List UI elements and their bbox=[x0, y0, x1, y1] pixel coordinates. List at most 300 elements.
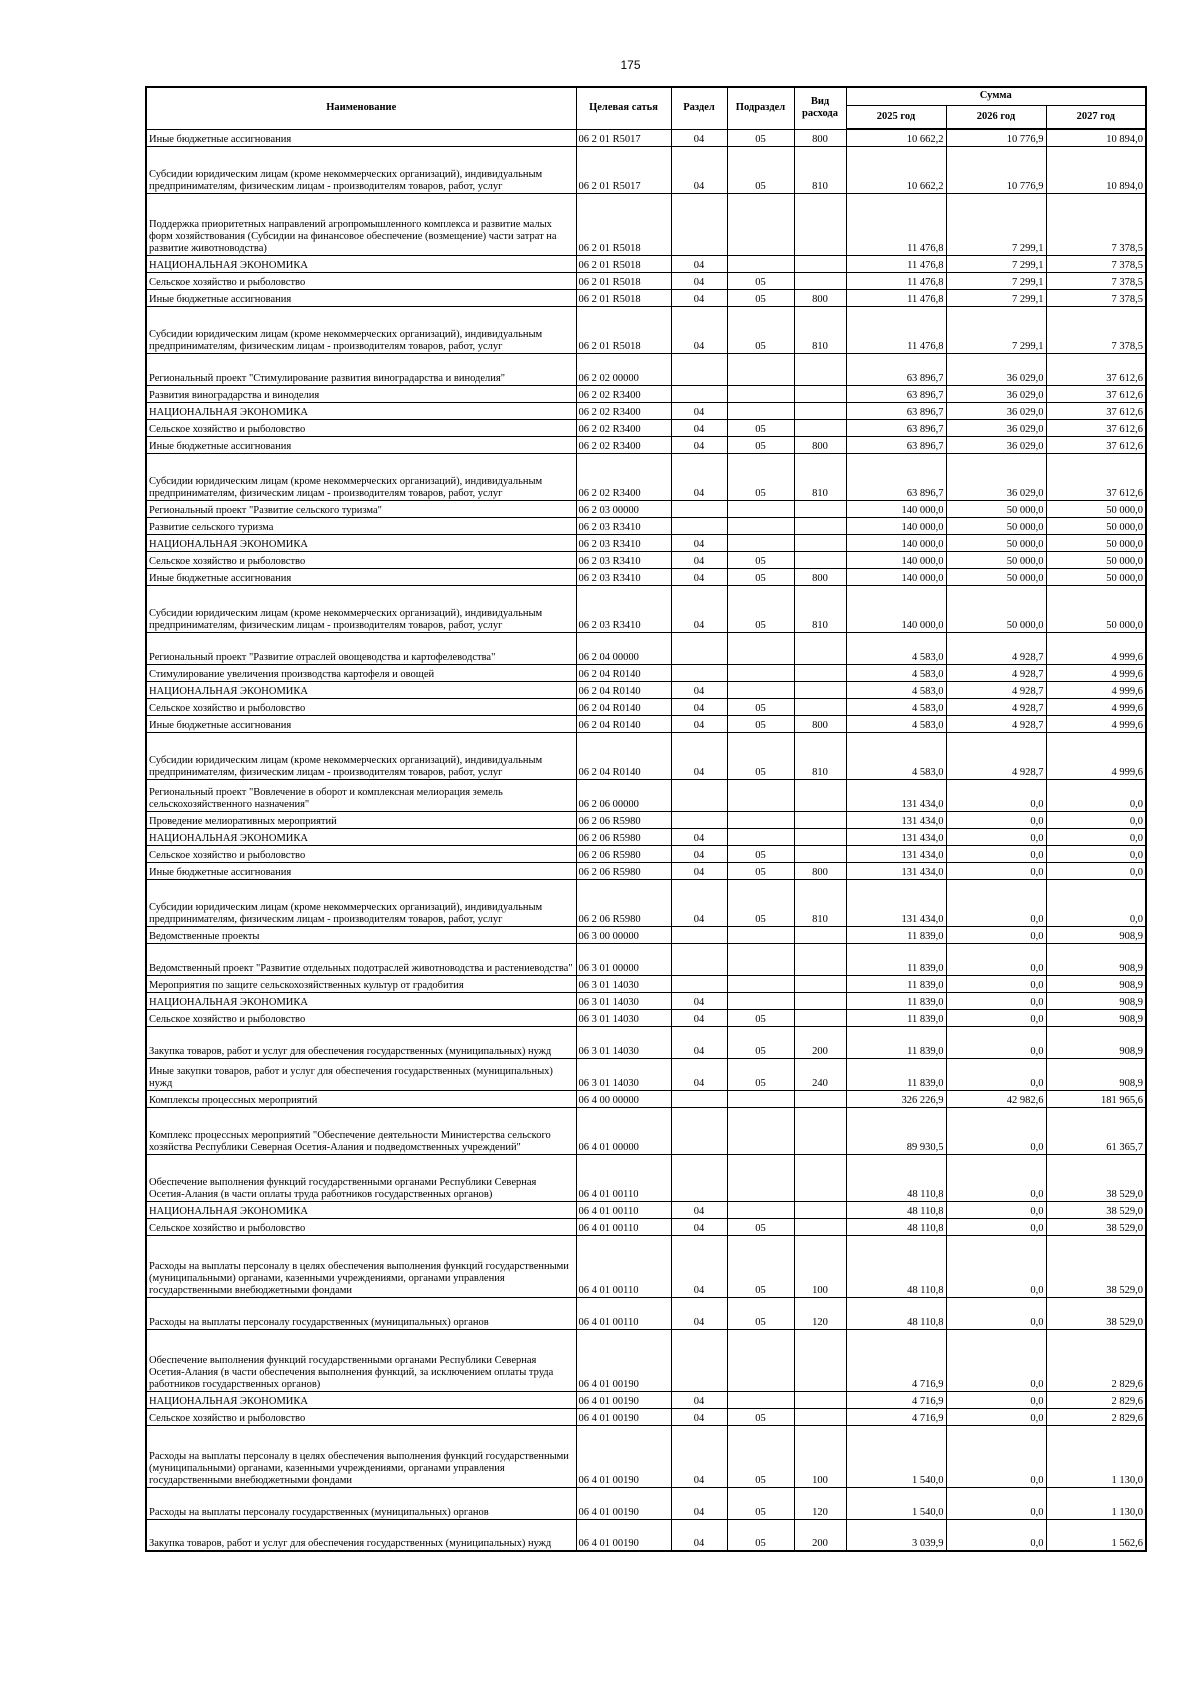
table-row bbox=[146, 664, 1146, 681]
cell-subsection bbox=[727, 926, 794, 943]
cell-expense-type bbox=[794, 272, 846, 289]
cell-sum-2027: 37 612,6 bbox=[1046, 402, 1146, 419]
cell-section: 04 bbox=[671, 1201, 727, 1218]
cell-expense-type bbox=[794, 1107, 846, 1154]
table-row bbox=[146, 1058, 1146, 1090]
table-row bbox=[146, 698, 1146, 715]
cell-sum-2025: 131 434,0 bbox=[846, 779, 946, 811]
cell-sum-2026: 0,0 bbox=[946, 1107, 1046, 1154]
cell-sum-2027: 37 612,6 bbox=[1046, 453, 1146, 500]
cell-sum-2026: 10 776,9 bbox=[946, 129, 1046, 146]
cell-sum-2026: 4 928,7 bbox=[946, 698, 1046, 715]
cell-target-code: 06 2 04 R0140 bbox=[576, 732, 671, 779]
cell-subsection: 05 bbox=[727, 845, 794, 862]
cell-sum-2026: 36 029,0 bbox=[946, 436, 1046, 453]
cell-sum-2025: 4 583,0 bbox=[846, 698, 946, 715]
cell-sum-2026: 4 928,7 bbox=[946, 715, 1046, 732]
table-row bbox=[146, 353, 1146, 385]
cell-sum-2025: 4 716,9 bbox=[846, 1391, 946, 1408]
cell-sum-2025: 11 839,0 bbox=[846, 1058, 946, 1090]
header-name: Наименование bbox=[146, 87, 576, 129]
header-year-2027: 2027 год bbox=[1046, 105, 1146, 129]
cell-sum-2026: 4 928,7 bbox=[946, 681, 1046, 698]
cell-sum-2026: 4 928,7 bbox=[946, 664, 1046, 681]
cell-name: Ведомственный проект "Развитие отдельных подотраслей животноводства и растениеводства" bbox=[146, 943, 576, 975]
cell-sum-2027: 181 965,6 bbox=[1046, 1090, 1146, 1107]
cell-sum-2025: 63 896,7 bbox=[846, 436, 946, 453]
cell-sum-2026: 0,0 bbox=[946, 1391, 1046, 1408]
cell-name: Развитие сельского туризма bbox=[146, 517, 576, 534]
cell-name: Расходы на выплаты персоналу в целях обеспечения выполнения функций государственными (муниципальными) органами, казенными учреждениями, органами управления государственными внебюджетными фондами bbox=[146, 1425, 576, 1487]
cell-sum-2025: 140 000,0 bbox=[846, 500, 946, 517]
cell-sum-2026: 0,0 bbox=[946, 1297, 1046, 1329]
cell-target-code: 06 3 01 14030 bbox=[576, 992, 671, 1009]
cell-subsection bbox=[727, 193, 794, 255]
cell-name: Комплекс процессных мероприятий "Обеспечение деятельности Министерства сельского хозяйства Республики Северная Осетия-Алания и подведомственных учреждений" bbox=[146, 1107, 576, 1154]
table-row bbox=[146, 129, 1146, 146]
table-header bbox=[146, 87, 1146, 129]
cell-expense-type: 810 bbox=[794, 146, 846, 193]
cell-section bbox=[671, 385, 727, 402]
cell-sum-2026: 0,0 bbox=[946, 1235, 1046, 1297]
cell-expense-type bbox=[794, 681, 846, 698]
table-row bbox=[146, 1235, 1146, 1297]
cell-sum-2027: 10 894,0 bbox=[1046, 129, 1146, 146]
cell-sum-2025: 4 583,0 bbox=[846, 732, 946, 779]
table-row bbox=[146, 943, 1146, 975]
cell-sum-2026: 0,0 bbox=[946, 1154, 1046, 1201]
cell-subsection: 05 bbox=[727, 879, 794, 926]
cell-name: Региональный проект "Стимулирование развития виноградарства и виноделия" bbox=[146, 353, 576, 385]
cell-name: НАЦИОНАЛЬНАЯ ЭКОНОМИКА bbox=[146, 828, 576, 845]
table-row bbox=[146, 272, 1146, 289]
cell-expense-type bbox=[794, 517, 846, 534]
cell-name: Ведомственные проекты bbox=[146, 926, 576, 943]
cell-sum-2025: 131 434,0 bbox=[846, 828, 946, 845]
cell-expense-type bbox=[794, 1329, 846, 1391]
cell-expense-type bbox=[794, 193, 846, 255]
cell-name: Иные бюджетные ассигнования bbox=[146, 289, 576, 306]
cell-sum-2026: 0,0 bbox=[946, 1487, 1046, 1519]
cell-target-code: 06 2 01 R5017 bbox=[576, 146, 671, 193]
cell-target-code: 06 2 02 00000 bbox=[576, 353, 671, 385]
cell-name: НАЦИОНАЛЬНАЯ ЭКОНОМИКА bbox=[146, 402, 576, 419]
cell-sum-2027: 0,0 bbox=[1046, 811, 1146, 828]
cell-section: 04 bbox=[671, 1009, 727, 1026]
cell-sum-2025: 10 662,2 bbox=[846, 146, 946, 193]
cell-sum-2025: 131 434,0 bbox=[846, 862, 946, 879]
cell-section: 04 bbox=[671, 551, 727, 568]
cell-section: 04 bbox=[671, 992, 727, 1009]
cell-sum-2026: 36 029,0 bbox=[946, 419, 1046, 436]
header-subsection: Подраздел bbox=[727, 87, 794, 129]
cell-expense-type bbox=[794, 698, 846, 715]
cell-sum-2025: 63 896,7 bbox=[846, 402, 946, 419]
cell-name: Субсидии юридическим лицам (кроме некоммерческих организаций), индивидуальным предпринимателям, физическим лицам - производителям товаров, работ, услуг bbox=[146, 879, 576, 926]
cell-sum-2025: 4 716,9 bbox=[846, 1329, 946, 1391]
cell-target-code: 06 2 06 00000 bbox=[576, 779, 671, 811]
cell-name: Иные бюджетные ассигнования bbox=[146, 436, 576, 453]
cell-expense-type: 200 bbox=[794, 1026, 846, 1058]
cell-name: Закупка товаров, работ и услуг для обеспечения государственных (муниципальных) нужд bbox=[146, 1026, 576, 1058]
cell-sum-2026: 36 029,0 bbox=[946, 402, 1046, 419]
cell-expense-type bbox=[794, 943, 846, 975]
cell-name: Субсидии юридическим лицам (кроме некоммерческих организаций), индивидуальным предпринимателям, физическим лицам - производителям товаров, работ, услуг bbox=[146, 306, 576, 353]
cell-section bbox=[671, 811, 727, 828]
cell-expense-type bbox=[794, 992, 846, 1009]
cell-sum-2027: 38 529,0 bbox=[1046, 1154, 1146, 1201]
cell-expense-type: 800 bbox=[794, 129, 846, 146]
cell-subsection bbox=[727, 828, 794, 845]
cell-target-code: 06 2 02 R3400 bbox=[576, 436, 671, 453]
cell-subsection: 05 bbox=[727, 732, 794, 779]
page-number: 175 bbox=[620, 58, 641, 72]
cell-expense-type bbox=[794, 500, 846, 517]
cell-expense-type: 810 bbox=[794, 732, 846, 779]
cell-sum-2025: 11 839,0 bbox=[846, 975, 946, 992]
cell-expense-type bbox=[794, 255, 846, 272]
table-row bbox=[146, 306, 1146, 353]
cell-subsection: 05 bbox=[727, 146, 794, 193]
cell-expense-type: 800 bbox=[794, 568, 846, 585]
cell-expense-type bbox=[794, 926, 846, 943]
cell-subsection: 05 bbox=[727, 1487, 794, 1519]
cell-target-code: 06 2 04 R0140 bbox=[576, 715, 671, 732]
cell-sum-2025: 11 476,8 bbox=[846, 289, 946, 306]
cell-sum-2026: 10 776,9 bbox=[946, 146, 1046, 193]
cell-sum-2025: 1 540,0 bbox=[846, 1425, 946, 1487]
cell-name: Региональный проект "Развитие отраслей овощеводства и картофелеводства" bbox=[146, 632, 576, 664]
cell-target-code: 06 2 03 R3410 bbox=[576, 568, 671, 585]
cell-target-code: 06 2 03 R3410 bbox=[576, 585, 671, 632]
cell-section: 04 bbox=[671, 255, 727, 272]
cell-target-code: 06 4 01 00190 bbox=[576, 1487, 671, 1519]
cell-section bbox=[671, 500, 727, 517]
cell-sum-2027: 2 829,6 bbox=[1046, 1408, 1146, 1425]
cell-sum-2027: 908,9 bbox=[1046, 1009, 1146, 1026]
cell-name: Обеспечение выполнения функций государственными органами Республики Северная Осетия-Алания (в части обеспечения выполнения функций, за исключением оплаты труда работников государственных органов) bbox=[146, 1329, 576, 1391]
cell-expense-type bbox=[794, 845, 846, 862]
cell-expense-type bbox=[794, 419, 846, 436]
cell-name: Расходы на выплаты персоналу государственных (муниципальных) органов bbox=[146, 1487, 576, 1519]
cell-target-code: 06 2 01 R5018 bbox=[576, 272, 671, 289]
cell-sum-2026: 36 029,0 bbox=[946, 385, 1046, 402]
cell-sum-2025: 3 039,9 bbox=[846, 1519, 946, 1551]
table-row bbox=[146, 1154, 1146, 1201]
cell-sum-2025: 4 583,0 bbox=[846, 632, 946, 664]
cell-name: Поддержка приоритетных направлений агропромышленного комплекса и развитие малых форм хозяйствования (Субсидии на финансовое обеспечение (возмещение) части затрат на развитие животноводства) bbox=[146, 193, 576, 255]
cell-sum-2026: 0,0 bbox=[946, 1408, 1046, 1425]
cell-section: 04 bbox=[671, 698, 727, 715]
cell-subsection bbox=[727, 811, 794, 828]
cell-subsection: 05 bbox=[727, 419, 794, 436]
cell-name: Сельское хозяйство и рыболовство bbox=[146, 1009, 576, 1026]
cell-sum-2027: 38 529,0 bbox=[1046, 1235, 1146, 1297]
cell-sum-2026: 0,0 bbox=[946, 845, 1046, 862]
cell-section: 04 bbox=[671, 1425, 727, 1487]
cell-sum-2027: 2 829,6 bbox=[1046, 1329, 1146, 1391]
cell-section bbox=[671, 632, 727, 664]
cell-sum-2026: 0,0 bbox=[946, 943, 1046, 975]
cell-name: Сельское хозяйство и рыболовство bbox=[146, 419, 576, 436]
cell-expense-type bbox=[794, 1391, 846, 1408]
table-row bbox=[146, 779, 1146, 811]
cell-sum-2027: 4 999,6 bbox=[1046, 681, 1146, 698]
table-row bbox=[146, 1391, 1146, 1408]
cell-sum-2026: 0,0 bbox=[946, 926, 1046, 943]
cell-expense-type: 800 bbox=[794, 715, 846, 732]
cell-section: 04 bbox=[671, 453, 727, 500]
cell-subsection: 05 bbox=[727, 1235, 794, 1297]
cell-target-code: 06 4 01 00110 bbox=[576, 1297, 671, 1329]
cell-sum-2025: 4 716,9 bbox=[846, 1408, 946, 1425]
cell-subsection: 05 bbox=[727, 568, 794, 585]
cell-target-code: 06 2 03 R3410 bbox=[576, 517, 671, 534]
cell-section: 04 bbox=[671, 436, 727, 453]
cell-sum-2027: 7 378,5 bbox=[1046, 289, 1146, 306]
cell-name: Иные закупки товаров, работ и услуг для обеспечения государственных (муниципальных) нужд bbox=[146, 1058, 576, 1090]
table-row bbox=[146, 1408, 1146, 1425]
cell-target-code: 06 2 01 R5017 bbox=[576, 129, 671, 146]
cell-section: 04 bbox=[671, 845, 727, 862]
cell-subsection: 05 bbox=[727, 1218, 794, 1235]
cell-name: Иные бюджетные ассигнования bbox=[146, 568, 576, 585]
cell-target-code: 06 2 03 R3410 bbox=[576, 551, 671, 568]
cell-sum-2026: 7 299,1 bbox=[946, 272, 1046, 289]
cell-sum-2027: 38 529,0 bbox=[1046, 1297, 1146, 1329]
cell-section: 04 bbox=[671, 146, 727, 193]
cell-name: Сельское хозяйство и рыболовство bbox=[146, 698, 576, 715]
cell-sum-2026: 50 000,0 bbox=[946, 500, 1046, 517]
cell-target-code: 06 4 01 00190 bbox=[576, 1425, 671, 1487]
cell-section bbox=[671, 517, 727, 534]
cell-sum-2026: 0,0 bbox=[946, 879, 1046, 926]
cell-subsection bbox=[727, 975, 794, 992]
cell-expense-type bbox=[794, 1009, 846, 1026]
table-row bbox=[146, 385, 1146, 402]
cell-section: 04 bbox=[671, 1408, 727, 1425]
cell-sum-2027: 4 999,6 bbox=[1046, 715, 1146, 732]
cell-target-code: 06 2 01 R5018 bbox=[576, 193, 671, 255]
cell-sum-2027: 50 000,0 bbox=[1046, 500, 1146, 517]
table-row bbox=[146, 811, 1146, 828]
cell-name: Сельское хозяйство и рыболовство bbox=[146, 1408, 576, 1425]
cell-expense-type: 100 bbox=[794, 1235, 846, 1297]
cell-sum-2025: 4 583,0 bbox=[846, 664, 946, 681]
cell-sum-2027: 908,9 bbox=[1046, 1058, 1146, 1090]
cell-sum-2027: 7 378,5 bbox=[1046, 272, 1146, 289]
cell-sum-2027: 0,0 bbox=[1046, 862, 1146, 879]
cell-name: НАЦИОНАЛЬНАЯ ЭКОНОМИКА bbox=[146, 255, 576, 272]
header-code: Целевая сатья bbox=[576, 87, 671, 129]
cell-sum-2026: 4 928,7 bbox=[946, 632, 1046, 664]
cell-sum-2027: 908,9 bbox=[1046, 992, 1146, 1009]
cell-sum-2026: 0,0 bbox=[946, 811, 1046, 828]
cell-target-code: 06 3 01 14030 bbox=[576, 1058, 671, 1090]
cell-sum-2025: 140 000,0 bbox=[846, 568, 946, 585]
cell-target-code: 06 4 00 00000 bbox=[576, 1090, 671, 1107]
table-row bbox=[146, 632, 1146, 664]
cell-target-code: 06 4 01 00110 bbox=[576, 1218, 671, 1235]
cell-expense-type bbox=[794, 402, 846, 419]
cell-target-code: 06 3 00 00000 bbox=[576, 926, 671, 943]
table-row bbox=[146, 453, 1146, 500]
cell-sum-2026: 0,0 bbox=[946, 862, 1046, 879]
cell-sum-2026: 0,0 bbox=[946, 1329, 1046, 1391]
cell-expense-type: 800 bbox=[794, 289, 846, 306]
header-type: Вид расхода bbox=[794, 87, 846, 129]
table-row bbox=[146, 1090, 1146, 1107]
table-row bbox=[146, 500, 1146, 517]
table-row bbox=[146, 975, 1146, 992]
table-row bbox=[146, 193, 1146, 255]
cell-sum-2025: 11 839,0 bbox=[846, 1009, 946, 1026]
cell-subsection: 05 bbox=[727, 129, 794, 146]
cell-section bbox=[671, 1154, 727, 1201]
table-row bbox=[146, 402, 1146, 419]
cell-name: Региональный проект "Развитие сельского туризма" bbox=[146, 500, 576, 517]
cell-sum-2026: 0,0 bbox=[946, 1026, 1046, 1058]
table-row bbox=[146, 926, 1146, 943]
cell-subsection bbox=[727, 1329, 794, 1391]
table-row bbox=[146, 517, 1146, 534]
cell-sum-2026: 0,0 bbox=[946, 779, 1046, 811]
cell-expense-type: 810 bbox=[794, 306, 846, 353]
cell-subsection bbox=[727, 943, 794, 975]
cell-section: 04 bbox=[671, 879, 727, 926]
cell-sum-2027: 7 378,5 bbox=[1046, 306, 1146, 353]
cell-section: 04 bbox=[671, 534, 727, 551]
cell-sum-2026: 0,0 bbox=[946, 828, 1046, 845]
cell-section: 04 bbox=[671, 1297, 727, 1329]
cell-target-code: 06 2 02 R3400 bbox=[576, 419, 671, 436]
cell-sum-2027: 908,9 bbox=[1046, 1026, 1146, 1058]
cell-target-code: 06 2 01 R5018 bbox=[576, 306, 671, 353]
cell-sum-2027: 37 612,6 bbox=[1046, 419, 1146, 436]
cell-expense-type: 200 bbox=[794, 1519, 846, 1551]
cell-target-code: 06 4 01 00190 bbox=[576, 1391, 671, 1408]
table-row bbox=[146, 1487, 1146, 1519]
cell-section bbox=[671, 193, 727, 255]
cell-sum-2026: 50 000,0 bbox=[946, 517, 1046, 534]
cell-sum-2026: 0,0 bbox=[946, 975, 1046, 992]
cell-section bbox=[671, 975, 727, 992]
cell-sum-2025: 11 839,0 bbox=[846, 926, 946, 943]
table-row bbox=[146, 1107, 1146, 1154]
cell-target-code: 06 2 02 R3400 bbox=[576, 402, 671, 419]
cell-name: Мероприятия по защите сельскохозяйственных культур от градобития bbox=[146, 975, 576, 992]
cell-expense-type bbox=[794, 975, 846, 992]
cell-subsection bbox=[727, 353, 794, 385]
table-row bbox=[146, 1329, 1146, 1391]
cell-sum-2026: 0,0 bbox=[946, 1425, 1046, 1487]
cell-name: НАЦИОНАЛЬНАЯ ЭКОНОМИКА bbox=[146, 681, 576, 698]
cell-sum-2025: 63 896,7 bbox=[846, 353, 946, 385]
cell-sum-2027: 1 130,0 bbox=[1046, 1487, 1146, 1519]
cell-subsection: 05 bbox=[727, 1408, 794, 1425]
cell-sum-2026: 0,0 bbox=[946, 1218, 1046, 1235]
cell-expense-type bbox=[794, 828, 846, 845]
cell-name: Сельское хозяйство и рыболовство bbox=[146, 1218, 576, 1235]
cell-expense-type: 120 bbox=[794, 1297, 846, 1329]
cell-target-code: 06 2 06 R5980 bbox=[576, 879, 671, 926]
cell-section: 04 bbox=[671, 1235, 727, 1297]
cell-expense-type: 100 bbox=[794, 1425, 846, 1487]
cell-sum-2025: 11 476,8 bbox=[846, 255, 946, 272]
cell-name: Сельское хозяйство и рыболовство bbox=[146, 845, 576, 862]
cell-subsection bbox=[727, 1154, 794, 1201]
cell-sum-2027: 1 130,0 bbox=[1046, 1425, 1146, 1487]
cell-section: 04 bbox=[671, 419, 727, 436]
table-row bbox=[146, 992, 1146, 1009]
cell-sum-2025: 140 000,0 bbox=[846, 517, 946, 534]
table-row bbox=[146, 568, 1146, 585]
cell-subsection bbox=[727, 779, 794, 811]
table-row bbox=[146, 732, 1146, 779]
cell-section: 04 bbox=[671, 1218, 727, 1235]
cell-expense-type bbox=[794, 353, 846, 385]
cell-sum-2026: 50 000,0 bbox=[946, 568, 1046, 585]
cell-sum-2027: 0,0 bbox=[1046, 779, 1146, 811]
cell-sum-2025: 326 226,9 bbox=[846, 1090, 946, 1107]
cell-subsection: 05 bbox=[727, 1009, 794, 1026]
cell-sum-2026: 42 982,6 bbox=[946, 1090, 1046, 1107]
cell-sum-2027: 0,0 bbox=[1046, 845, 1146, 862]
cell-section bbox=[671, 664, 727, 681]
cell-name: Иные бюджетные ассигнования bbox=[146, 129, 576, 146]
cell-section bbox=[671, 1329, 727, 1391]
cell-section bbox=[671, 926, 727, 943]
cell-subsection bbox=[727, 664, 794, 681]
cell-target-code: 06 2 01 R5018 bbox=[576, 289, 671, 306]
cell-sum-2027: 50 000,0 bbox=[1046, 534, 1146, 551]
cell-sum-2025: 63 896,7 bbox=[846, 419, 946, 436]
cell-section: 04 bbox=[671, 1519, 727, 1551]
cell-target-code: 06 4 01 00190 bbox=[576, 1408, 671, 1425]
cell-sum-2025: 11 476,8 bbox=[846, 193, 946, 255]
cell-sum-2027: 4 999,6 bbox=[1046, 698, 1146, 715]
cell-name: Иные бюджетные ассигнования bbox=[146, 715, 576, 732]
cell-section: 04 bbox=[671, 306, 727, 353]
cell-sum-2027: 0,0 bbox=[1046, 828, 1146, 845]
cell-sum-2026: 50 000,0 bbox=[946, 551, 1046, 568]
cell-section: 04 bbox=[671, 585, 727, 632]
cell-subsection: 05 bbox=[727, 436, 794, 453]
cell-sum-2027: 50 000,0 bbox=[1046, 585, 1146, 632]
cell-sum-2026: 36 029,0 bbox=[946, 353, 1046, 385]
cell-target-code: 06 2 03 00000 bbox=[576, 500, 671, 517]
cell-sum-2027: 37 612,6 bbox=[1046, 385, 1146, 402]
cell-sum-2025: 48 110,8 bbox=[846, 1235, 946, 1297]
cell-expense-type bbox=[794, 811, 846, 828]
header-sum: Сумма bbox=[846, 87, 1146, 105]
cell-name: НАЦИОНАЛЬНАЯ ЭКОНОМИКА bbox=[146, 534, 576, 551]
table-row bbox=[146, 551, 1146, 568]
cell-sum-2027: 7 378,5 bbox=[1046, 255, 1146, 272]
cell-sum-2025: 48 110,8 bbox=[846, 1297, 946, 1329]
cell-section bbox=[671, 943, 727, 975]
table-row bbox=[146, 419, 1146, 436]
cell-sum-2025: 11 476,8 bbox=[846, 306, 946, 353]
cell-sum-2027: 50 000,0 bbox=[1046, 551, 1146, 568]
cell-name: Проведение мелиоративных мероприятий bbox=[146, 811, 576, 828]
cell-subsection bbox=[727, 255, 794, 272]
cell-name: Субсидии юридическим лицам (кроме некоммерческих организаций), индивидуальным предпринимателям, физическим лицам - производителям товаров, работ, услуг bbox=[146, 146, 576, 193]
cell-subsection bbox=[727, 1201, 794, 1218]
cell-sum-2027: 61 365,7 bbox=[1046, 1107, 1146, 1154]
cell-subsection bbox=[727, 1391, 794, 1408]
cell-target-code: 06 2 04 00000 bbox=[576, 632, 671, 664]
